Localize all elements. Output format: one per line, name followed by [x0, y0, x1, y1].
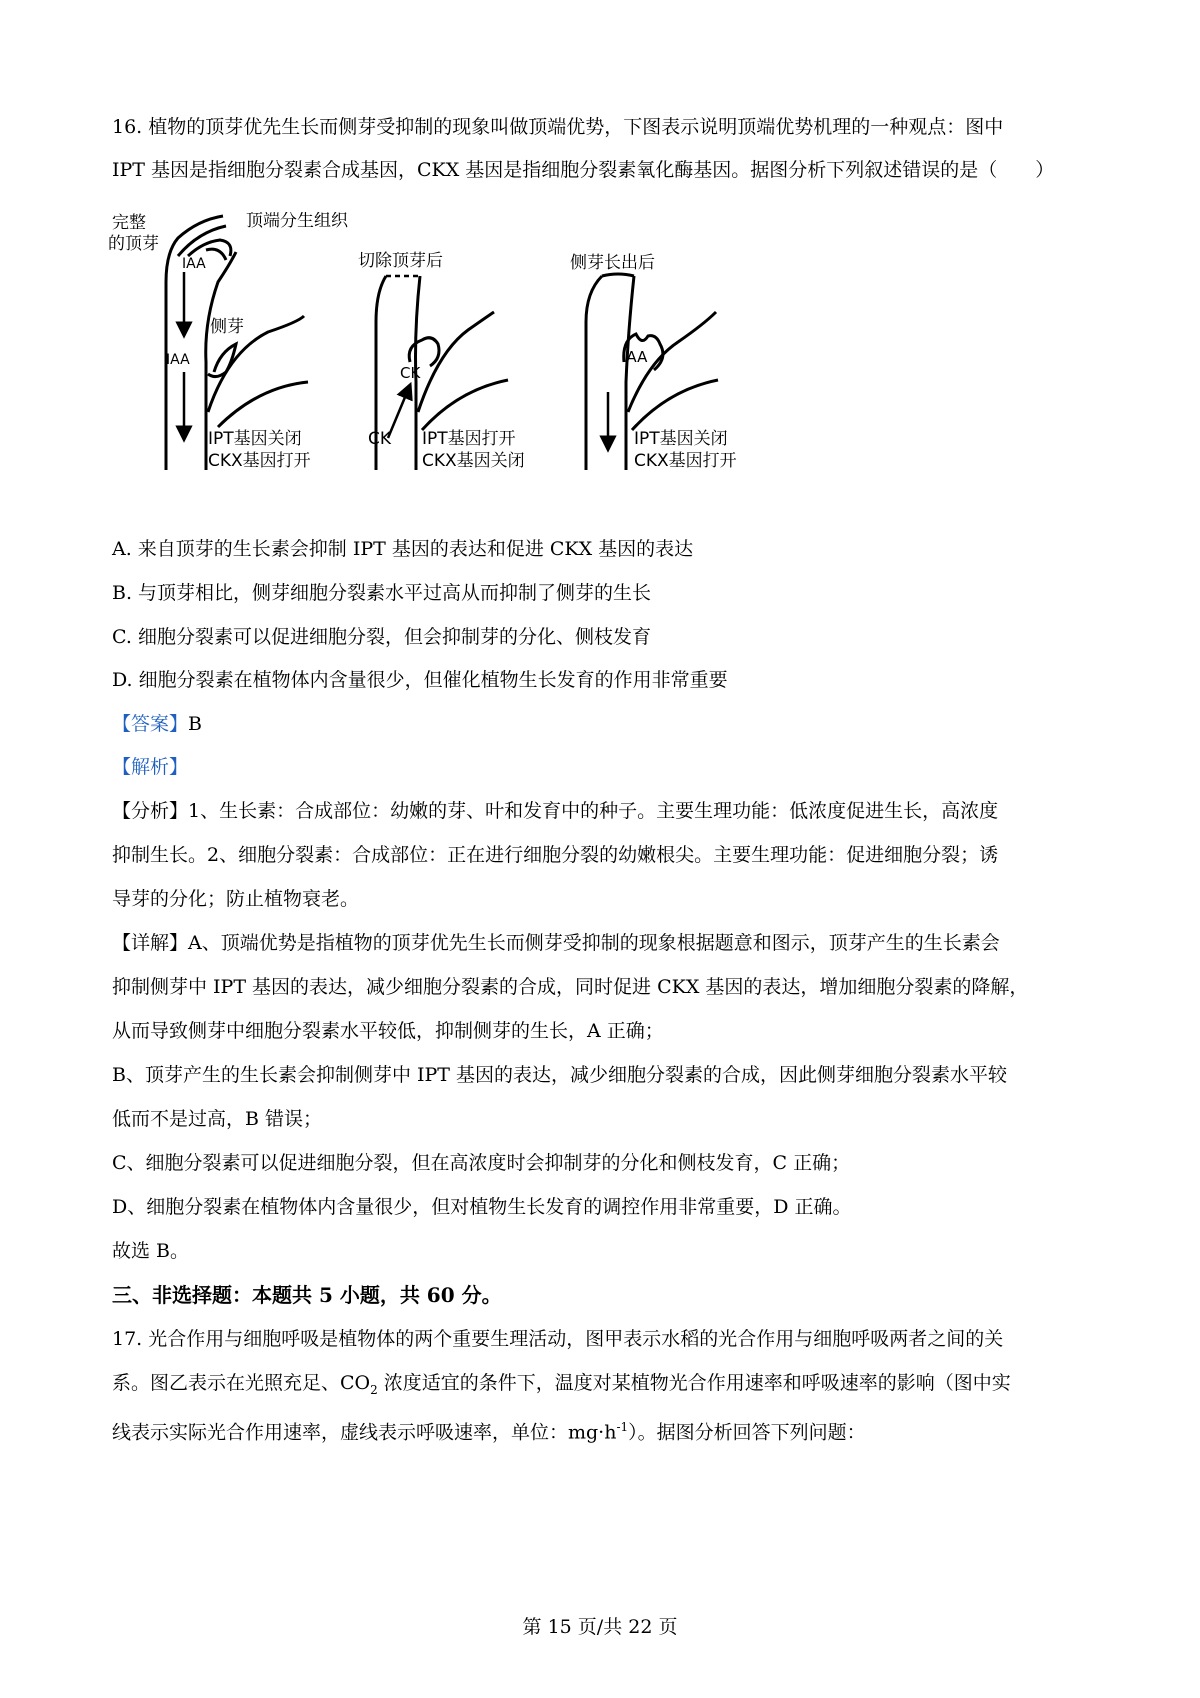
- xiangjie-line-6: C、细胞分裂素可以促进细胞分裂，但在高浓度时会抑制芽的分化和侧枝发育，C 正确；: [112, 1152, 851, 1174]
- co2-subscript: 2: [370, 1382, 378, 1397]
- q17-line-3: [112, 1412, 866, 1447]
- xiangjie-line-1: 【详解】A、顶端优势是指植物的顶芽优先生长而侧芽受抑制的现象根据题意和图示，顶芽产生的生长素会: [112, 932, 1000, 954]
- option-b: B. 与顶芽相比，侧芽细胞分裂素水平过高从而抑制了侧芽的生长: [112, 582, 652, 604]
- section-3-heading: 三、非选择题：本题共 5 小题，共 60 分。: [112, 1283, 502, 1307]
- label-iaa-top: IAA: [182, 256, 206, 272]
- answer-value: B: [188, 713, 202, 735]
- xiangjie-line-5: 低而不是过高，B 错误；: [112, 1108, 323, 1130]
- label-panel3-line1: IPT基因关闭: [634, 429, 728, 449]
- q17-line-2: [112, 1368, 1011, 1405]
- xiangjie-line-8: 故选 B。: [112, 1240, 190, 1262]
- label-ck-inside: CK: [400, 364, 421, 382]
- q17-line-2b: 浓度适宜的条件下，温度对某植物光合作用速率和呼吸速率的影响（图中实: [377, 1372, 1011, 1394]
- label-iaa-mid: IAA: [166, 352, 190, 368]
- label-iaa-panel3: IAA: [622, 348, 648, 366]
- q16-stem-line-1: 16. 植物的顶芽优先生长而侧芽受抑制的现象叫做顶端优势，下图表示说明顶端优势机理的一种观点：图中: [112, 116, 1004, 138]
- answer-line: [112, 709, 202, 739]
- label-lateral-bud: 侧芽: [210, 317, 244, 337]
- q17-line-3a: 线表示实际光合作用速率，虚线表示呼吸速率，单位：mg·h: [112, 1421, 617, 1444]
- label-after-removal: 切除顶芽后: [358, 251, 443, 271]
- option-d: D. 细胞分裂素在植物体内含量很少，但催化植物生长发育的作用非常重要: [112, 669, 728, 691]
- apical-dominance-figure: [108, 212, 828, 517]
- label-panel3-line2: CKX基因打开: [634, 451, 737, 471]
- fenxi-line-3: 导芽的分化；防止植物衰老。: [112, 888, 360, 910]
- xiangjie-line-3: 从而导致侧芽中细胞分裂素水平较低，抑制侧芽的生长，A 正确；: [112, 1020, 664, 1042]
- page-footer: 第 15 页/共 22 页: [522, 1616, 678, 1638]
- xiangjie-line-7: D、细胞分裂素在植物体内含量很少，但对植物生长发育的调控作用非常重要，D 正确。: [112, 1196, 852, 1218]
- unit-superscript: -1: [616, 1420, 629, 1434]
- q17-line-3b: ）。据图分析回答下列问题：: [628, 1421, 866, 1444]
- label-panel1-line1: IPT基因关闭: [208, 429, 302, 449]
- q17-line-2a: 系。图乙表示在光照充足、CO: [112, 1372, 371, 1394]
- fenxi-line-2: 抑制生长。2、细胞分裂素：合成部位：正在进行细胞分裂的幼嫩根尖。主要生理功能：促进细胞分裂；诱: [112, 844, 999, 866]
- option-c: C. 细胞分裂素可以促进细胞分裂，但会抑制芽的分化、侧枝发育: [112, 626, 651, 648]
- q16-stem-line-2: IPT 基因是指细胞分裂素合成基因，CKX 基因是指细胞分裂素氧化酶基因。据图分析下列叙述错误的是（ ）: [112, 159, 1055, 181]
- label-panel1-line2: CKX基因打开: [208, 451, 311, 471]
- label-after-lateral: 侧芽长出后: [570, 253, 655, 273]
- answer-tag: 【答案】: [112, 713, 189, 735]
- xiangjie-line-2: 抑制侧芽中 IPT 基因的表达，减少细胞分裂素的合成，同时促进 CKX 基因的表达，增加细胞分裂素的降解，: [112, 976, 1029, 998]
- label-intact-bud-2: 的顶芽: [108, 234, 159, 254]
- analysis-tag: 【解析】: [112, 756, 189, 778]
- q17-line-1: 17. 光合作用与细胞呼吸是植物体的两个重要生理活动，图甲表示水稻的光合作用与细胞呼吸两者之间的关: [112, 1328, 1004, 1350]
- xiangjie-line-4: B、顶芽产生的生长素会抑制侧芽中 IPT 基因的表达，减少细胞分裂素的合成，因此侧芽细胞分裂素水平较: [112, 1064, 1008, 1086]
- option-a: A. 来自顶芽的生长素会抑制 IPT 基因的表达和促进 CKX 基因的表达: [112, 538, 694, 560]
- label-panel2-line1: IPT基因打开: [422, 429, 516, 449]
- label-ck-outside: CK: [368, 429, 392, 449]
- fenxi-line-1: 【分析】1、生长素：合成部位：幼嫩的芽、叶和发育中的种子。主要生理功能：低浓度促进生长，高浓度: [112, 800, 999, 822]
- label-apical-meristem: 顶端分生组织: [246, 212, 348, 231]
- panel-intact-bud-labels: [108, 212, 349, 471]
- label-panel2-line2: CKX基因关闭: [422, 451, 525, 471]
- label-intact-bud-1: 完整: [112, 213, 146, 233]
